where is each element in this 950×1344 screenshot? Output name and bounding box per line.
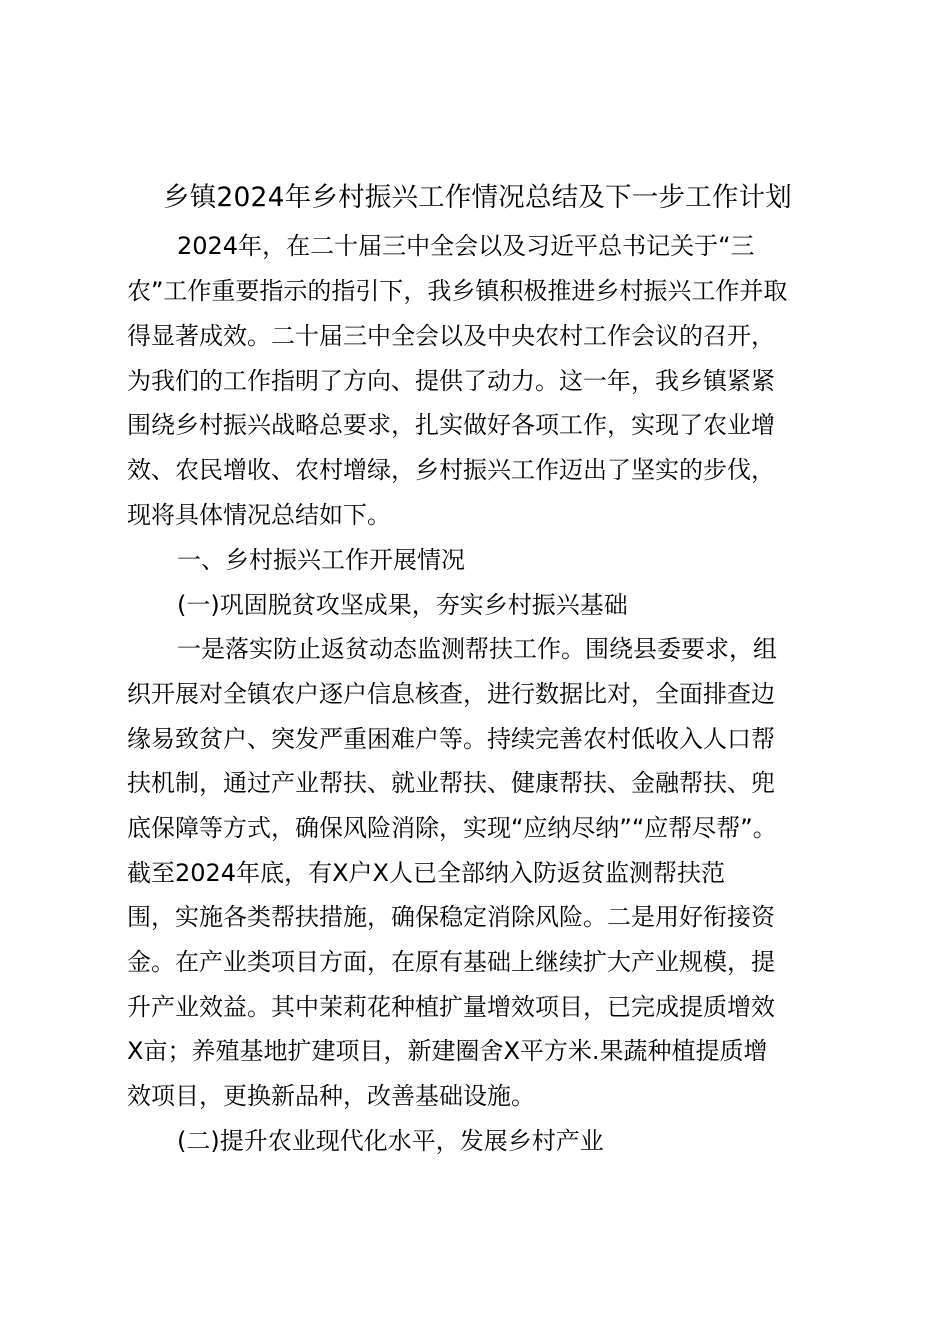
paragraph-line: 效、农民增收、农村增绿，乡村振兴工作迈出了坚实的步伐，: [127, 456, 775, 484]
paragraph-line: 升产业效益。其中茉莉花种植扩量增效项目，已完成提质增效: [127, 993, 775, 1021]
paragraph-line: 效项目，更换新品种，改善基础设施。: [127, 1082, 535, 1110]
paragraph-line: X亩；养殖基地扩建项目，新建圈舍X平方米.果蔬种植提质增: [127, 1037, 768, 1065]
section-heading: 一、乡村振兴工作开展情况: [177, 546, 465, 574]
paragraph-line: 扶机制，通过产业帮扶、就业帮扶、健康帮扶、金融帮扶、兜: [127, 769, 775, 797]
paragraph-line: 缘易致贫户、突发严重困难户等。持续完善农村低收入人口帮: [127, 725, 775, 753]
paragraph-line: 现将具体情况总结如下。: [127, 501, 391, 529]
paragraph-line: 金。在产业类项目方面，在原有基础上继续扩大产业规模，提: [127, 948, 775, 976]
subsection-heading: (一)巩固脱贫攻坚成果，夯实乡村振兴基础: [177, 591, 628, 619]
subsection-heading: (二)提升农业现代化水平，发展乡村产业: [177, 1127, 604, 1155]
paragraph-line: 织开展对全镇农户逐户信息核查，进行数据比对，全面排查边: [127, 680, 775, 708]
document-title: 乡镇2024年乡村振兴工作情况总结及下一步工作计划: [163, 182, 792, 213]
paragraph-line: 得显著成效。二十届三中全会以及中央农村工作会议的召开，: [127, 322, 775, 350]
paragraph-line: 围，实施各类帮扶措施，确保稳定消除风险。二是用好衔接资: [127, 903, 775, 931]
paragraph-line: 截至2024年底，有X户X人已全部纳入防返贫监测帮扶范: [127, 859, 725, 887]
paragraph-line: 农”工作重要指示的指引下，我乡镇积极推进乡村振兴工作并取: [127, 277, 788, 305]
paragraph-line: 围绕乡村振兴战略总要求，扎实做好各项工作，实现了农业增: [127, 411, 775, 439]
paragraph-line: 为我们的工作指明了方向、提供了动力。这一年，我乡镇紧紧: [127, 367, 775, 395]
paragraph-line: 2024年，在二十届三中全会以及习近平总书记关于“三: [177, 232, 755, 260]
paragraph-line: 一是落实防止返贫动态监测帮扶工作。围绕县委要求，组: [177, 635, 777, 663]
paragraph-line: 底保障等方式，确保风险消除，实现“应纳尽纳”“应帮尽帮”。: [127, 814, 777, 842]
